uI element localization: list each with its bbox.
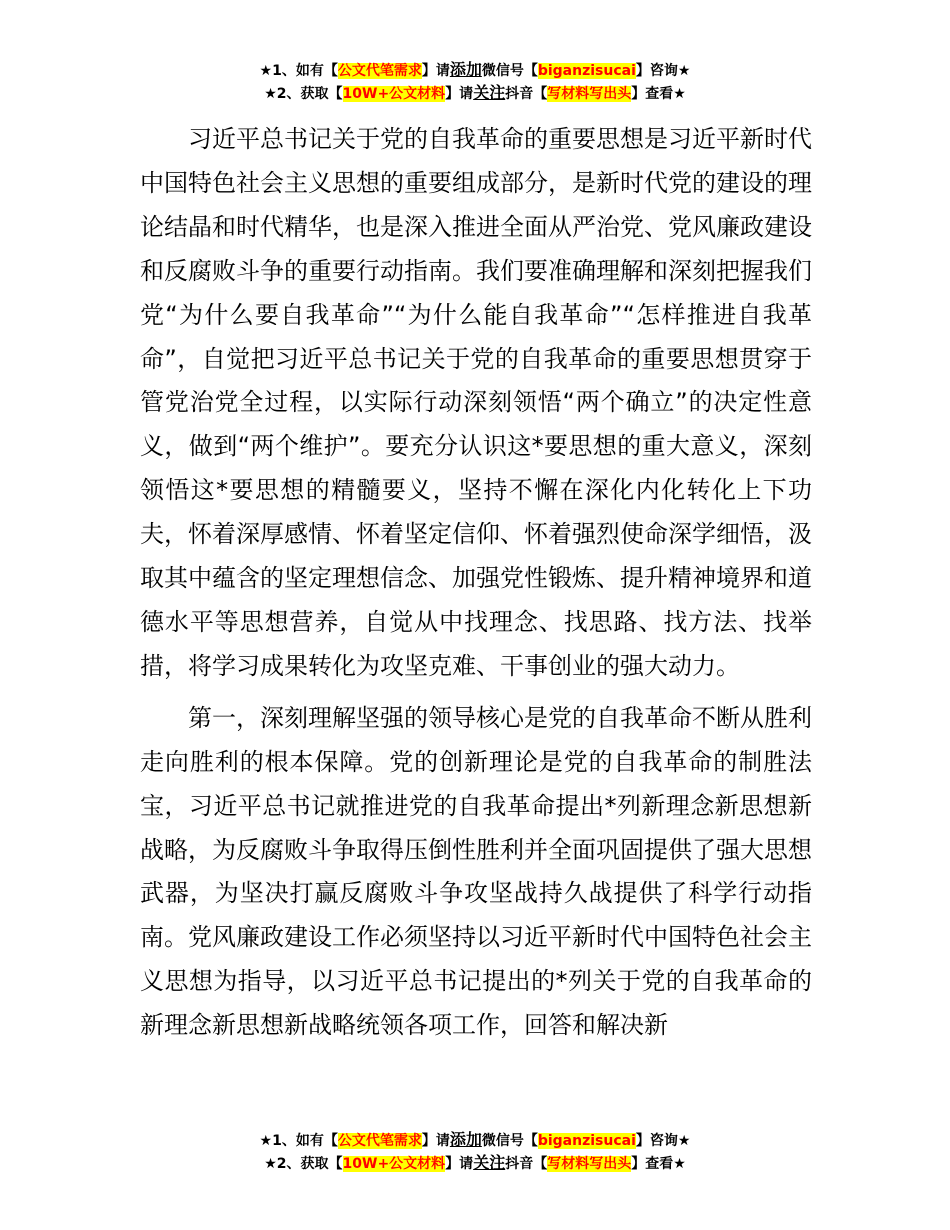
banner-text: 微信号【 [481,1133,538,1149]
banner-text: ★1、如有【 [259,63,338,79]
banner-line-2 [0,82,950,105]
banner-line-2 [0,1152,950,1175]
highlight-materials: 10W+公文材料 [342,86,446,102]
banner-text: 抖音【 [505,86,548,102]
banner-text: 抖音【 [505,1156,548,1172]
banner-text: 】咨询★ [635,1133,691,1149]
banner-text: 】查看★ [631,1156,686,1172]
banner-text: 】请 [445,1156,474,1172]
highlight-service: 公文代笔需求 [337,63,422,79]
underlined-text: 关注 [473,83,506,102]
highlight-douyin-id: 写材料写出头 [547,86,632,102]
highlight-wechat-id: biganzisucai [537,1133,636,1149]
banner-line-1 [0,1129,950,1152]
underlined-text: 添加 [449,1130,482,1149]
underlined-text: 关注 [473,1153,506,1172]
header-banner [0,59,950,105]
highlight-service: 公文代笔需求 [337,1133,422,1149]
highlight-douyin-id: 写材料写出头 [547,1156,632,1172]
banner-text: ★1、如有【 [259,1133,338,1149]
paragraph-first-point: 第一，深刻理解坚强的领导核心是党的自我革命不断从胜利走向胜利的根本保障。党的创新理论是党的自我革命的制胜法宝，习近平总书记就推进党的自我革命提出*列新理念新思想新战略，为反腐败斗争取得压倒性胜利并全面巩固提供了强大思想武器，为坚决打赢反腐败斗争攻坚战持久战提供了科学行动指南。党风廉政建设工作必须坚持以习近平新时代中国特色社会主义思想为指导，以习近平总书记提出的*列关于党的自我革命的新理念新思想新战略统领各项工作，回答和解决新 [140,703,812,1040]
banner-text: 】请 [421,1133,450,1149]
highlight-wechat-id: biganzisucai [537,63,636,79]
banner-text: ★2、获取【 [264,1156,343,1172]
banner-line-1 [0,59,950,82]
banner-text: 】请 [421,63,450,79]
document-body [140,118,812,1048]
banner-text: 微信号【 [481,63,538,79]
footer-banner [0,1129,950,1175]
banner-text: 】咨询★ [635,63,691,79]
paragraph-intro: 习近平总书记关于党的自我革命的重要思想是习近平新时代中国特色社会主义思想的重要组成部分，是新时代党的建设的理论结晶和时代精华，也是深入推进全面从严治党、党风廉政建设和反腐败斗争的重要行动指南。我们要准确理解和深刻把握我们党“为什么要自我革命”“为什么能自我革命”“怎样推进自我革命”，自觉把习近平总书记关于党的自我革命的重要思想贯穿于管党治党全过程，以实际行动深刻领悟“两个确立”的决定性意义，做到“两个维护”。要充分认识这*要思想的重大意义，深刻领悟这*要思想的精髓要义，坚持不懈在深化内化转化上下功夫，怀着深厚感情、怀着坚定信仰、怀着强烈使命深学细悟，汲取其中蕴含的坚定理想信念、加强党性锻炼、提升精神境界和道德水平等思想营养，自觉从中找理念、找思路、找方法、找举措，将学习成果转化为攻坚克难、干事创业的强大动力。 [140,125,812,680]
banner-text: ★2、获取【 [264,86,343,102]
banner-text: 】请 [445,86,474,102]
banner-text: 】查看★ [631,86,686,102]
highlight-materials: 10W+公文材料 [342,1156,446,1172]
underlined-text: 添加 [449,60,482,79]
